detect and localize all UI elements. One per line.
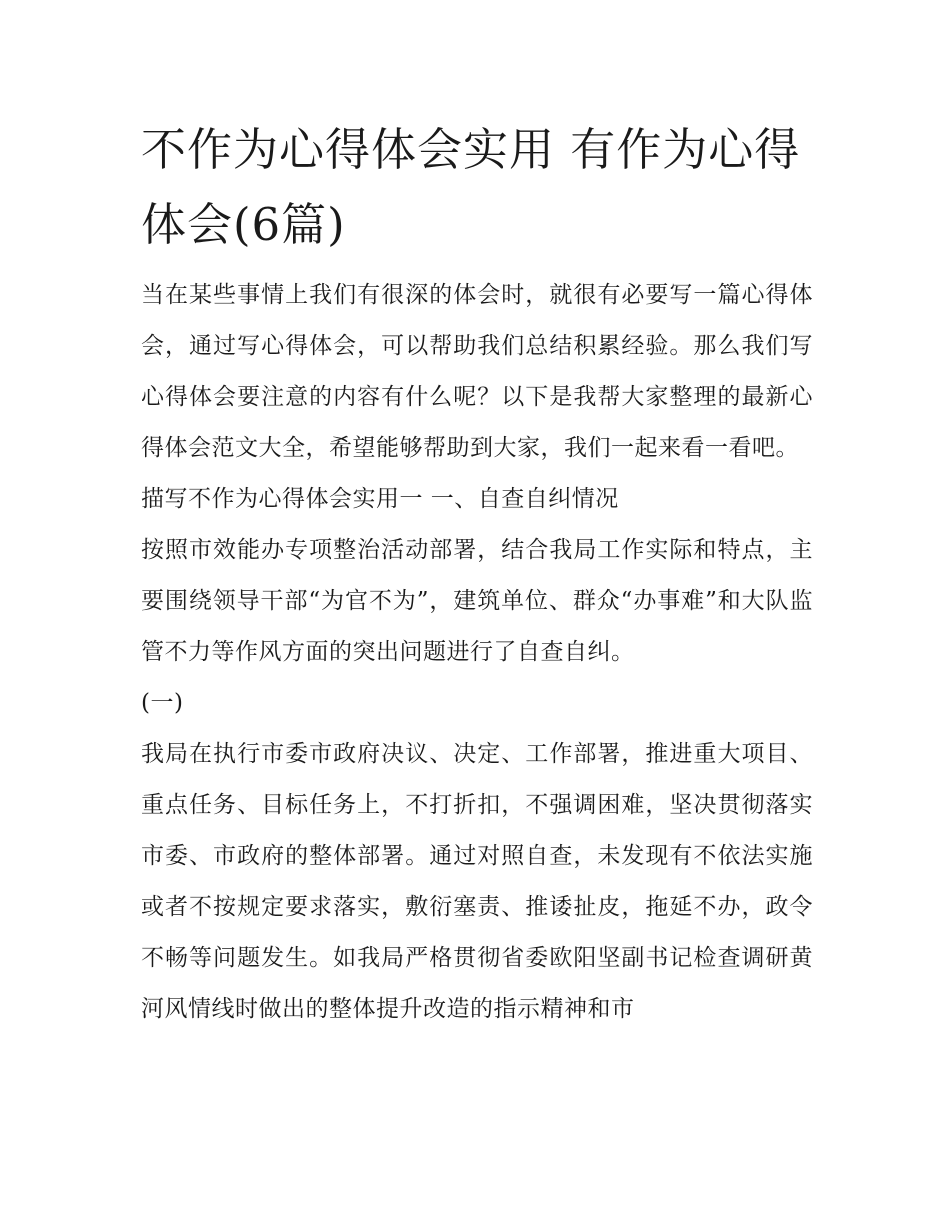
paragraph-section-heading: 描写不作为心得体会实用一 一、自查自纠情况 [141, 486, 619, 512]
paragraph-item-marker: (一) [141, 690, 184, 716]
paragraph-self-inspection: 按照市效能办专项整治活动部署，结合我局工作实际和特点，主要围绕领导干部“为官不为”，建筑单位、群众“办事难”和大队监管不力等作风方面的突出问题进行了自查自纠。 [141, 537, 813, 665]
document-body [141, 112, 813, 1035]
paragraph-intro: 当在某些事情上我们有很深的体会时，就很有必要写一篇心得体会，通过写心得体会，可以帮助我们总结积累经验。那么我们写心得体会要注意的内容有什么呢？以下是我帮大家整理的最新心得体会范文大全，希望能够帮助到大家，我们一起来看一看吧。 [141, 282, 813, 461]
paragraph-implementation: 我局在执行市委市政府决议、决定、工作部署，推进重大项目、重点任务、目标任务上，不打折扣，不强调困难，坚决贯彻落实市委、市政府的整体部署。通过对照自查，未发现有不依法实施或者不按规定要求落实，敷衍塞责、推诿扯皮，拖延不办，政令不畅等问题发生。如我局严格贯彻省委欧阳坚副书记检查调研黄河风情线时做出的整体提升改造的指示精神和市 [141, 741, 813, 1022]
document-title: 不作为心得体会实用 有作为心得体会(6篇) [141, 123, 801, 251]
